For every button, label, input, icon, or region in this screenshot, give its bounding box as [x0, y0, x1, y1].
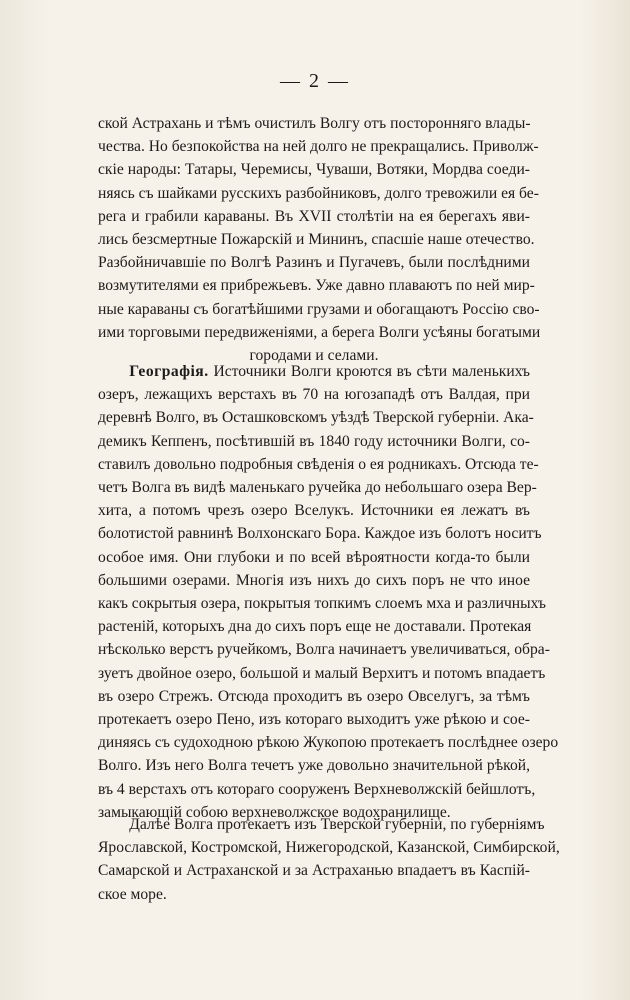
- text-line: въ озеро Стрежъ. Отсюда проходитъ въ озеро Овселугъ, за тѣмъ: [98, 687, 530, 705]
- text-line: ставилъ довольно подробныя свѣденія о ея родникахъ. Отсюда те-: [98, 455, 539, 473]
- text-line: большими озерами. Многія изъ нихъ до сихъ поръ не что иное: [98, 571, 530, 589]
- text-line: ные караваны съ богатѣйшими грузами и обогащаютъ Россію сво-: [98, 300, 540, 318]
- text-line: возмутителями ея прибрежьевъ. Уже давно плаваютъ по ней мир-: [98, 277, 535, 295]
- text-line: Далѣе Волга протекаетъ изъ Тверской губерніи, по губерніямъ: [129, 816, 545, 833]
- text-line: лись безсмертные Пожарскій и Мининъ, спасшіе наше отечество.: [98, 231, 535, 249]
- paragraph-volga-course: [98, 813, 560, 906]
- text-line: ими торговыми передвиженіями, а берега Волги усѣяны богатыми: [98, 323, 541, 341]
- page-number: — 2 —: [280, 70, 350, 92]
- text-line: нѣсколько верстъ ручейкомъ, Волга начинаетъ увеличиваться, обра-: [98, 641, 550, 659]
- text-line: городами и селами.: [249, 347, 379, 365]
- text-line: диняясь съ судоходною рѣкою Жукопою протекаетъ послѣднее озеро: [98, 734, 559, 752]
- paragraph-volga-history: [98, 112, 541, 367]
- text-line: ское море.: [98, 885, 167, 903]
- text-line: зуетъ двойное озеро, большой и малый Верхитъ и потомъ впадаетъ: [98, 664, 546, 682]
- text-line: хита, а потомъ чрезъ озеро Вселукъ. Источники ея лежатъ въ: [98, 502, 530, 520]
- text-line: деревнѣ Волго, въ Осташковскомъ уѣздѣ Тверской губерніи. Ака-: [98, 409, 534, 427]
- text-line: озеръ, лежащихъ верстахъ въ 70 на югозападѣ отъ Валдая, при: [98, 386, 530, 404]
- text-line: ской Астрахань и тѣмъ очистилъ Волгу отъ посторонняго влады-: [98, 115, 531, 132]
- text-line: скіе народы: Татары, Черемисы, Чуваши, Вотяки, Мордва соеди-: [98, 161, 530, 179]
- text-line-rest: Источники Волги кроются въ сѣти маленькихъ: [213, 363, 530, 380]
- text-line: особое имя. Они глубоки и по всей вѣроятности когда-то были: [98, 548, 530, 566]
- text-line: четъ Волга въ видѣ маленькаго ручейка до небольшаго озера Вер-: [98, 479, 537, 497]
- text-line: [98, 360, 530, 383]
- text-line: Разбойничавшіе по Волгѣ Разинъ и Пугачевъ, были послѣдними: [98, 254, 530, 272]
- text-line: демикъ Кеппенъ, посѣтившій въ 1840 году источники Волги, со-: [98, 432, 530, 450]
- section-heading: Географія.: [129, 363, 209, 380]
- text-line: чества. Но безпокойства на ней долго не прекращались. Приволж-: [98, 138, 539, 156]
- text-line: Самарской и Астраханской и за Астраханью впадаетъ въ Каспій-: [98, 862, 530, 880]
- text-line: няясь съ шайками русскихъ разбойниковъ, долго тревожили ея бе-: [98, 184, 539, 202]
- text-line: замыкающій собою верхневолжское водохранилище.: [98, 803, 451, 821]
- text-line: какъ сокрытыя озера, покрытыя топкимъ слоемъ мха и различныхъ: [98, 595, 546, 613]
- text-line: въ 4 верстахъ отъ котораго сооруженъ Верхневолжскій бейшлотъ,: [98, 780, 536, 798]
- text-line: растеній, которыхъ дна до сихъ поръ еще не доставали. Протекая: [98, 618, 532, 636]
- text-line: Ярославской, Костромской, Нижегородской, Казанской, Симбирской,: [98, 839, 560, 857]
- paragraph-geography: [98, 360, 559, 824]
- text-line: болотистой равнинѣ Волхонскаго Бора. Каждое изъ болотъ носитъ: [98, 525, 542, 543]
- text-line: рега и грабили караваны. Въ XVII столѣтіи на ея берегахъ яви-: [98, 207, 530, 225]
- text-line: протекаетъ озеро Пено, изъ котораго выходитъ уже рѣкою и сое-: [98, 711, 530, 729]
- text-line: Волго. Изъ него Волга течетъ уже довольно значительной рѣкой,: [98, 757, 530, 775]
